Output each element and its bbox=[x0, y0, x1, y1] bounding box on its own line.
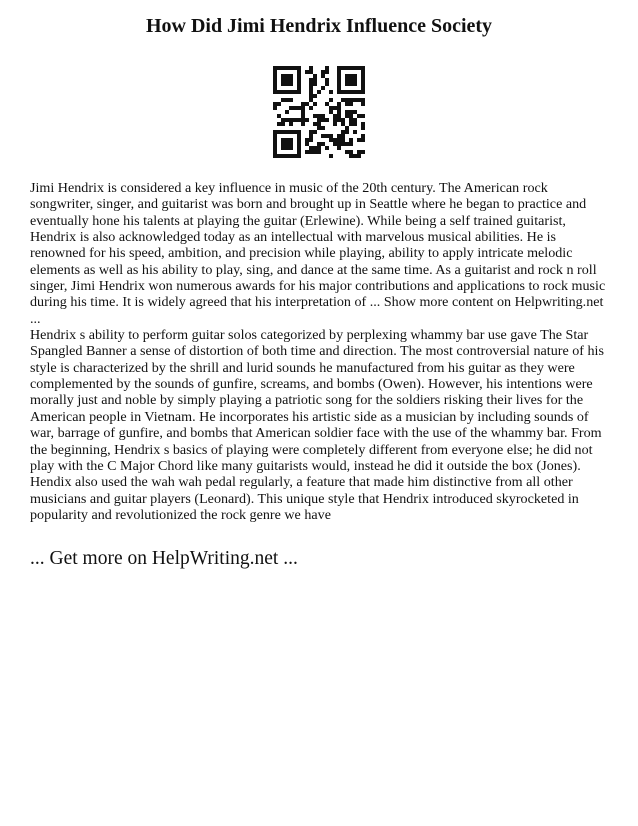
page-title: How Did Jimi Hendrix Influence Society bbox=[145, 15, 493, 37]
get-more-link[interactable]: ... Get more on HelpWriting.net ... bbox=[30, 548, 298, 569]
paragraph-analysis: Hendrix s ability to perform guitar solos categorized by perplexing whammy bar use gave The Star Spangled Banner a sense of distortion of both time and direction. The most controversial nature of his style is characterized by the shrill and lurid sounds he manufactured from his guitar as they were complemented by the sounds of gunfire, screams, and bombs (Owen). However, his intentions were morally just and noble by simply playing a patriotic song for the soldiers risking their lives for the American people in Vietnam. He incorporates his artistic side as a musician by including sounds of war, barrage of gunfire, and bombs that American soldier face with the use of the whammy bar. From the beginning, Hendrix s basics of playing were completely different from everyone else; he did not play with the C Major Chord like many guitarists would, instead he did it outside the box (Jones). Hendix also used the wah wah pedal regularly, a feature that made him distinctive from all other musicians and guitar players (Leonard). This unique style that Hendrix introduced skyrocketed in popularity and revolutionized the rock genre we have bbox=[30, 327, 604, 523]
paragraph-intro: Jimi Hendrix is considered a key influence in music of the 20th century. The American rock songwriter, singer, and guitarist was born and brought up in Seattle where he began to practice and eventually hone his talents at playing the guitar (Erlewine). While being a self trained guitarist, Hendrix is also acknowledged today as an intellectual with marvelous musical abilities. He is renowned for his speed, ambition, and precision while playing, ability to apply intricate melodic elements as well as his ability to play, sing, and dance at the same time. As a guitarist and rock n roll singer, Jimi Hendrix won numerous awards for his major contributions and applications to rock music during his time. It is widely agreed that his interpretation of ... Show more content on Helpwriting.net ... bbox=[30, 180, 606, 327]
article-body bbox=[30, 180, 610, 523]
qr-code-icon[interactable] bbox=[273, 66, 365, 158]
